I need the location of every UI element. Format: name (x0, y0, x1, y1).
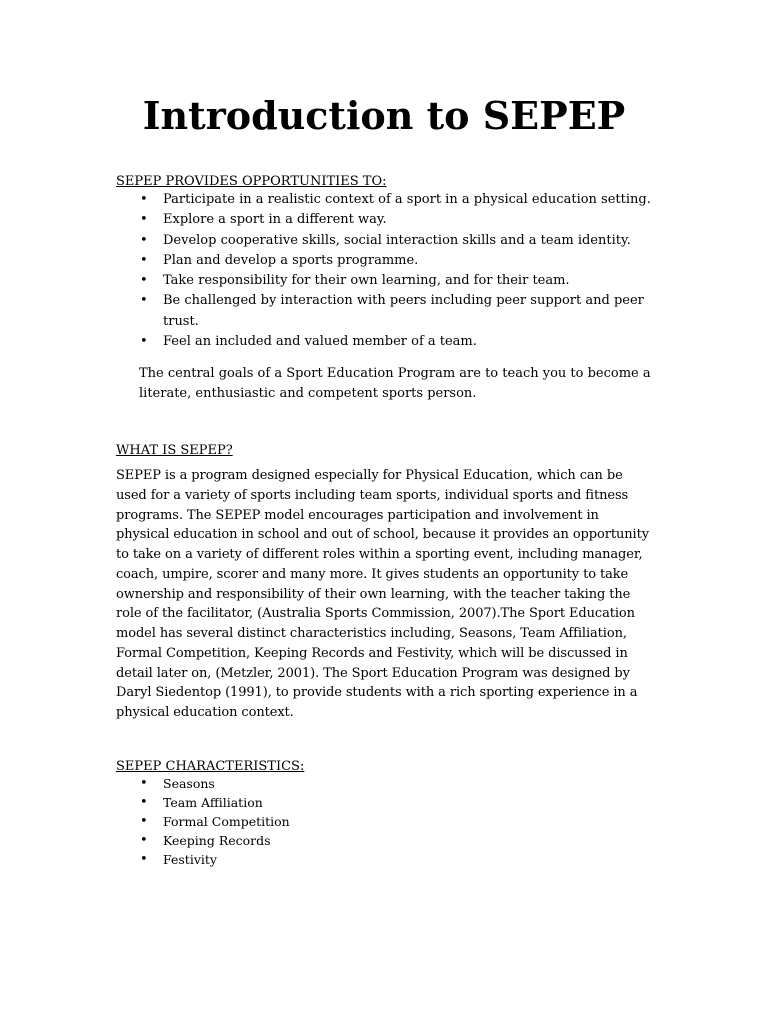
opportunities-heading: SEPEP PROVIDES OPPORTUNITIES TO: (116, 174, 387, 189)
list-item (116, 251, 656, 271)
list-item-text: Be challenged by interaction with peers including peer support and peer trust. (163, 293, 644, 329)
characteristics-list (116, 774, 656, 869)
list-item (116, 793, 656, 812)
list-item (116, 850, 656, 869)
list-item-text: Feel an included and valued member of a team. (163, 334, 477, 350)
bullet-icon: • (140, 252, 148, 268)
what-is-sepep-heading: WHAT IS SEPEP? (116, 443, 233, 458)
bullet-icon: • (140, 814, 148, 829)
bullet-icon: • (140, 334, 148, 350)
list-item-text: Festivity (163, 852, 217, 867)
list-item (116, 210, 656, 230)
opportunities-list (116, 190, 656, 352)
list-item-text: Seasons (163, 776, 215, 791)
list-item-text: Take responsibility for their own learning, and for their team. (163, 273, 570, 289)
bullet-icon: • (140, 776, 148, 791)
list-item-text: Team Affiliation (163, 795, 263, 810)
bullet-icon: • (140, 273, 148, 289)
list-item (116, 332, 656, 352)
bullet-icon: • (140, 232, 148, 248)
list-item-text: Explore a sport in a different way. (163, 212, 387, 228)
list-item (116, 291, 653, 332)
characteristics-heading: SEPEP CHARACTERISTICS: (116, 759, 305, 774)
page-title: Introduction to SEPEP (142, 93, 626, 138)
list-item-text: Participate in a realistic context of a sport in a physical education setting. (163, 192, 651, 207)
central-goals-paragraph: The central goals of a Sport Education Program are to teach you to become a literate, enthusiastic and competent sports person. (139, 366, 651, 401)
list-item (116, 271, 656, 291)
list-item-text: Develop cooperative skills, social interaction skills and a team identity. (163, 232, 631, 248)
bullet-icon: • (140, 192, 148, 207)
list-item (116, 812, 656, 831)
list-item-text: Formal Competition (163, 814, 290, 829)
list-item (116, 774, 656, 793)
bullet-icon: • (140, 795, 148, 810)
bullet-icon: • (140, 293, 148, 309)
list-item (116, 231, 656, 251)
what-is-sepep-paragraph: SEPEP is a program designed especially for Physical Education, which can be used for a variety of sports including team sports, individual sports and fitness programs. The SEPEP model encourages participation and involvement in physical education in school and out of school, because it provides an opportunity to take on a variety of different roles within a sporting event, including manager, coach, umpire, scorer and many more. It gives students an opportunity to take ownership and responsibility of their own learning, with the teacher taking the role of the facilitator, (Australia Sports Commission, 2007).The Sport Education model has several distinct characteristics including, Seasons, Team Affiliation, Formal Competition, Keeping Records and Festivity, which will be discussed in detail later on, (Metzler, 2001). The Sport Education Program was designed by Daryl Siedentop (1991), to provide students with a rich sporting experience in a physical education context. (116, 468, 649, 720)
bullet-icon: • (140, 212, 148, 228)
list-item-text: Keeping Records (163, 833, 271, 848)
list-item-text: Plan and develop a sports programme. (163, 252, 419, 268)
bullet-icon: • (140, 833, 148, 848)
bullet-icon: • (140, 852, 148, 867)
list-item (116, 190, 656, 210)
list-item (116, 831, 656, 850)
